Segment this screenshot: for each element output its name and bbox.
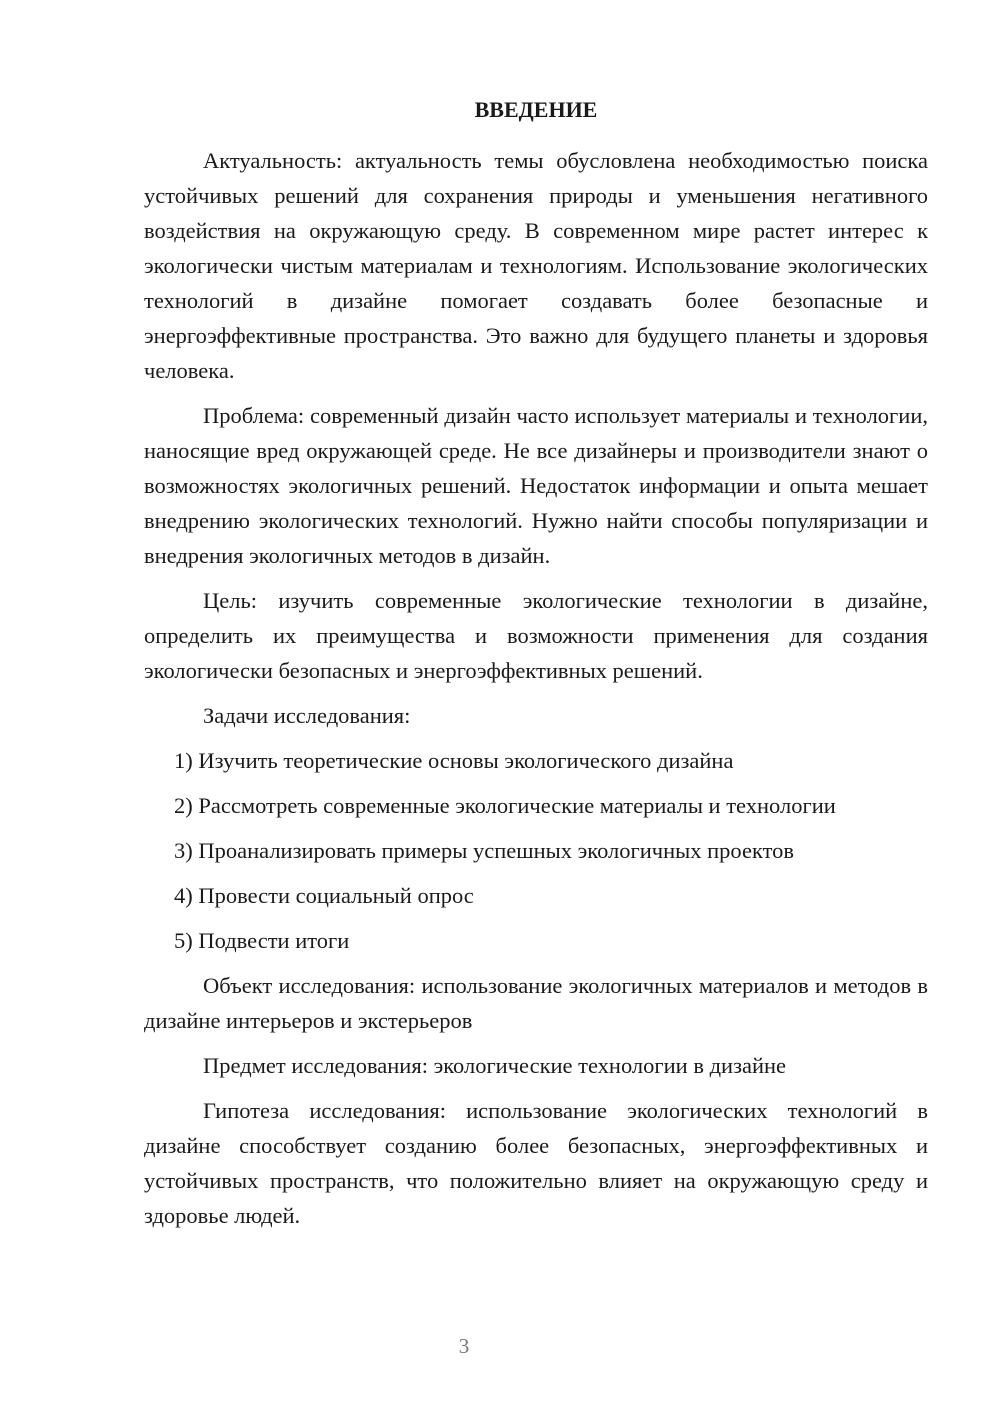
paragraph-subject: Предмет исследования: экологические технологии в дизайне [203, 1053, 787, 1078]
paragraph-relevance: Актуальность: актуальность темы обусловлена необходимостью поиска устойчивых решений для сохранения природы и уменьшения негативного воздействия на окружающую среду. В современном мире растет интерес к экологически чистым материалам и технологиям. Использование экологических технологий в дизайне помогает создавать более безопасные и энергоэффективные пространства. Это важно для будущего планеты и здоровья человека. [144, 148, 928, 383]
paragraph-goal: Цель: изучить современные экологические технологии в дизайне, определить их преимущества и возможности применения для создания экологически безопасных и энергоэффективных решений. [144, 588, 928, 683]
paragraph-problem: Проблема: современный дизайн часто использует материалы и технологии, наносящие вред окружающей среде. Не все дизайнеры и производители знают о возможностях экологичных решений. Недостаток информации и опыта мешает внедрению экологических технологий. Нужно найти способы популяризации и внедрения экологичных методов в дизайн. [144, 403, 928, 568]
paragraph-hypothesis: Гипотеза исследования: использование экологических технологий в дизайне способствует созданию более безопасных, энергоэффективных и устойчивых пространств, что положительно влияет на окружающую среду и здоровье людей. [144, 1098, 928, 1228]
list-item: 1) Изучить теоретические основы экологического дизайна [174, 748, 734, 773]
list-item: 2) Рассмотреть современные экологические материалы и технологии [174, 793, 836, 818]
paragraph-object: Объект исследования: использование экологичных материалов и методов в дизайне интерьеров и экстерьеров [144, 973, 928, 1033]
tasks-title: Задачи исследования: [203, 703, 411, 728]
page-content [144, 94, 928, 1243]
tasks-list [144, 743, 928, 958]
list-item: 3) Проанализировать примеры успешных экологичных проектов [174, 838, 794, 863]
list-item: 4) Провести социальный опрос [174, 883, 474, 908]
list-item: 5) Подвести итоги [174, 928, 350, 953]
page-number: 3 [458, 1334, 470, 1358]
page-title: ВВЕДЕНИЕ [474, 97, 598, 122]
